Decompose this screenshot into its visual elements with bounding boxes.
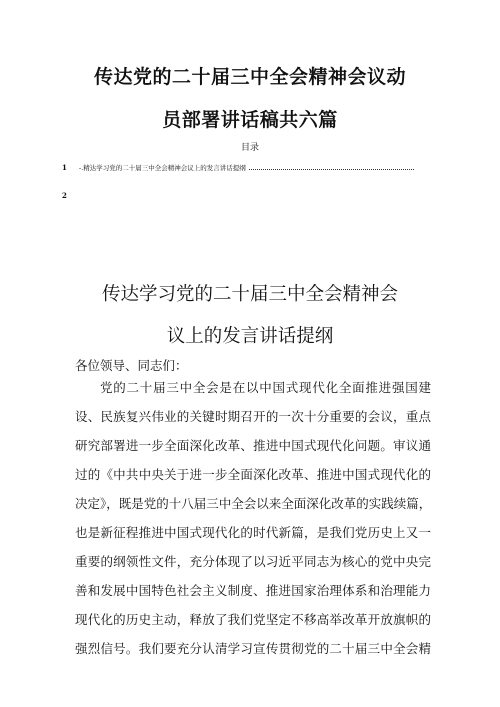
toc-dot-leader [249, 164, 414, 170]
paragraph-line: 研究部署进一步全面深化改革、推进中国式现代化问题。审议通 [75, 438, 431, 453]
paragraph-line: 党的二十届三中全会是在以中国式现代化全面推进强国建 [100, 380, 431, 395]
toc-entry-1[interactable] [62, 163, 414, 172]
document-title-line-2: 员部署讲话稿共六篇 [162, 109, 338, 131]
toc-entry-number: 1 [62, 163, 67, 172]
speech-greeting: 各位领导、同志们： [75, 358, 188, 373]
paragraph-line: 过的《中共中央关于进一步全面深化改革、推进中国式现代化的 [75, 467, 431, 482]
paragraph-line: 强烈信号。我们要充分认清学习宣传贯彻党的二十届三中全会精 [75, 641, 431, 656]
paragraph-line: 善和发展中国特色社会主义制度、推进国家治理体系和治理能力 [75, 583, 431, 598]
paragraph-line: 现代化的历史主动，释放了我们党坚定不移高举改革开放旗帜的 [75, 612, 431, 627]
toc-entry-2-number[interactable]: 2 [62, 191, 67, 200]
paragraph-line: 也是新征程推进中国式现代化的时代新篇，是我们党历史上又一 [75, 525, 431, 540]
document-title-line-1: 传达党的二十届三中全会精神会议动 [93, 66, 406, 88]
speech-title-line-2: 议上的发言讲话提纲 [166, 326, 334, 347]
toc-entry-text: -.精达学习党的二十届三中全会精神会议上的发言讲话提纲 [78, 164, 246, 172]
speech-title-line-1: 传达学习党的二十届三中全会精神会 [101, 284, 398, 305]
toc-heading: 目录 [240, 143, 259, 153]
paragraph-line: 决定》，既是党的十八届三中全会以来全面深化改革的实践续篇， [75, 496, 432, 511]
paragraph-line: 设、民族复兴伟业的关键时期召开的一次十分重要的会议，重点 [75, 409, 431, 424]
paragraph-line: 重要的纲领性文件，充分体现了以习近平同志为核心的党中央完 [75, 554, 431, 569]
